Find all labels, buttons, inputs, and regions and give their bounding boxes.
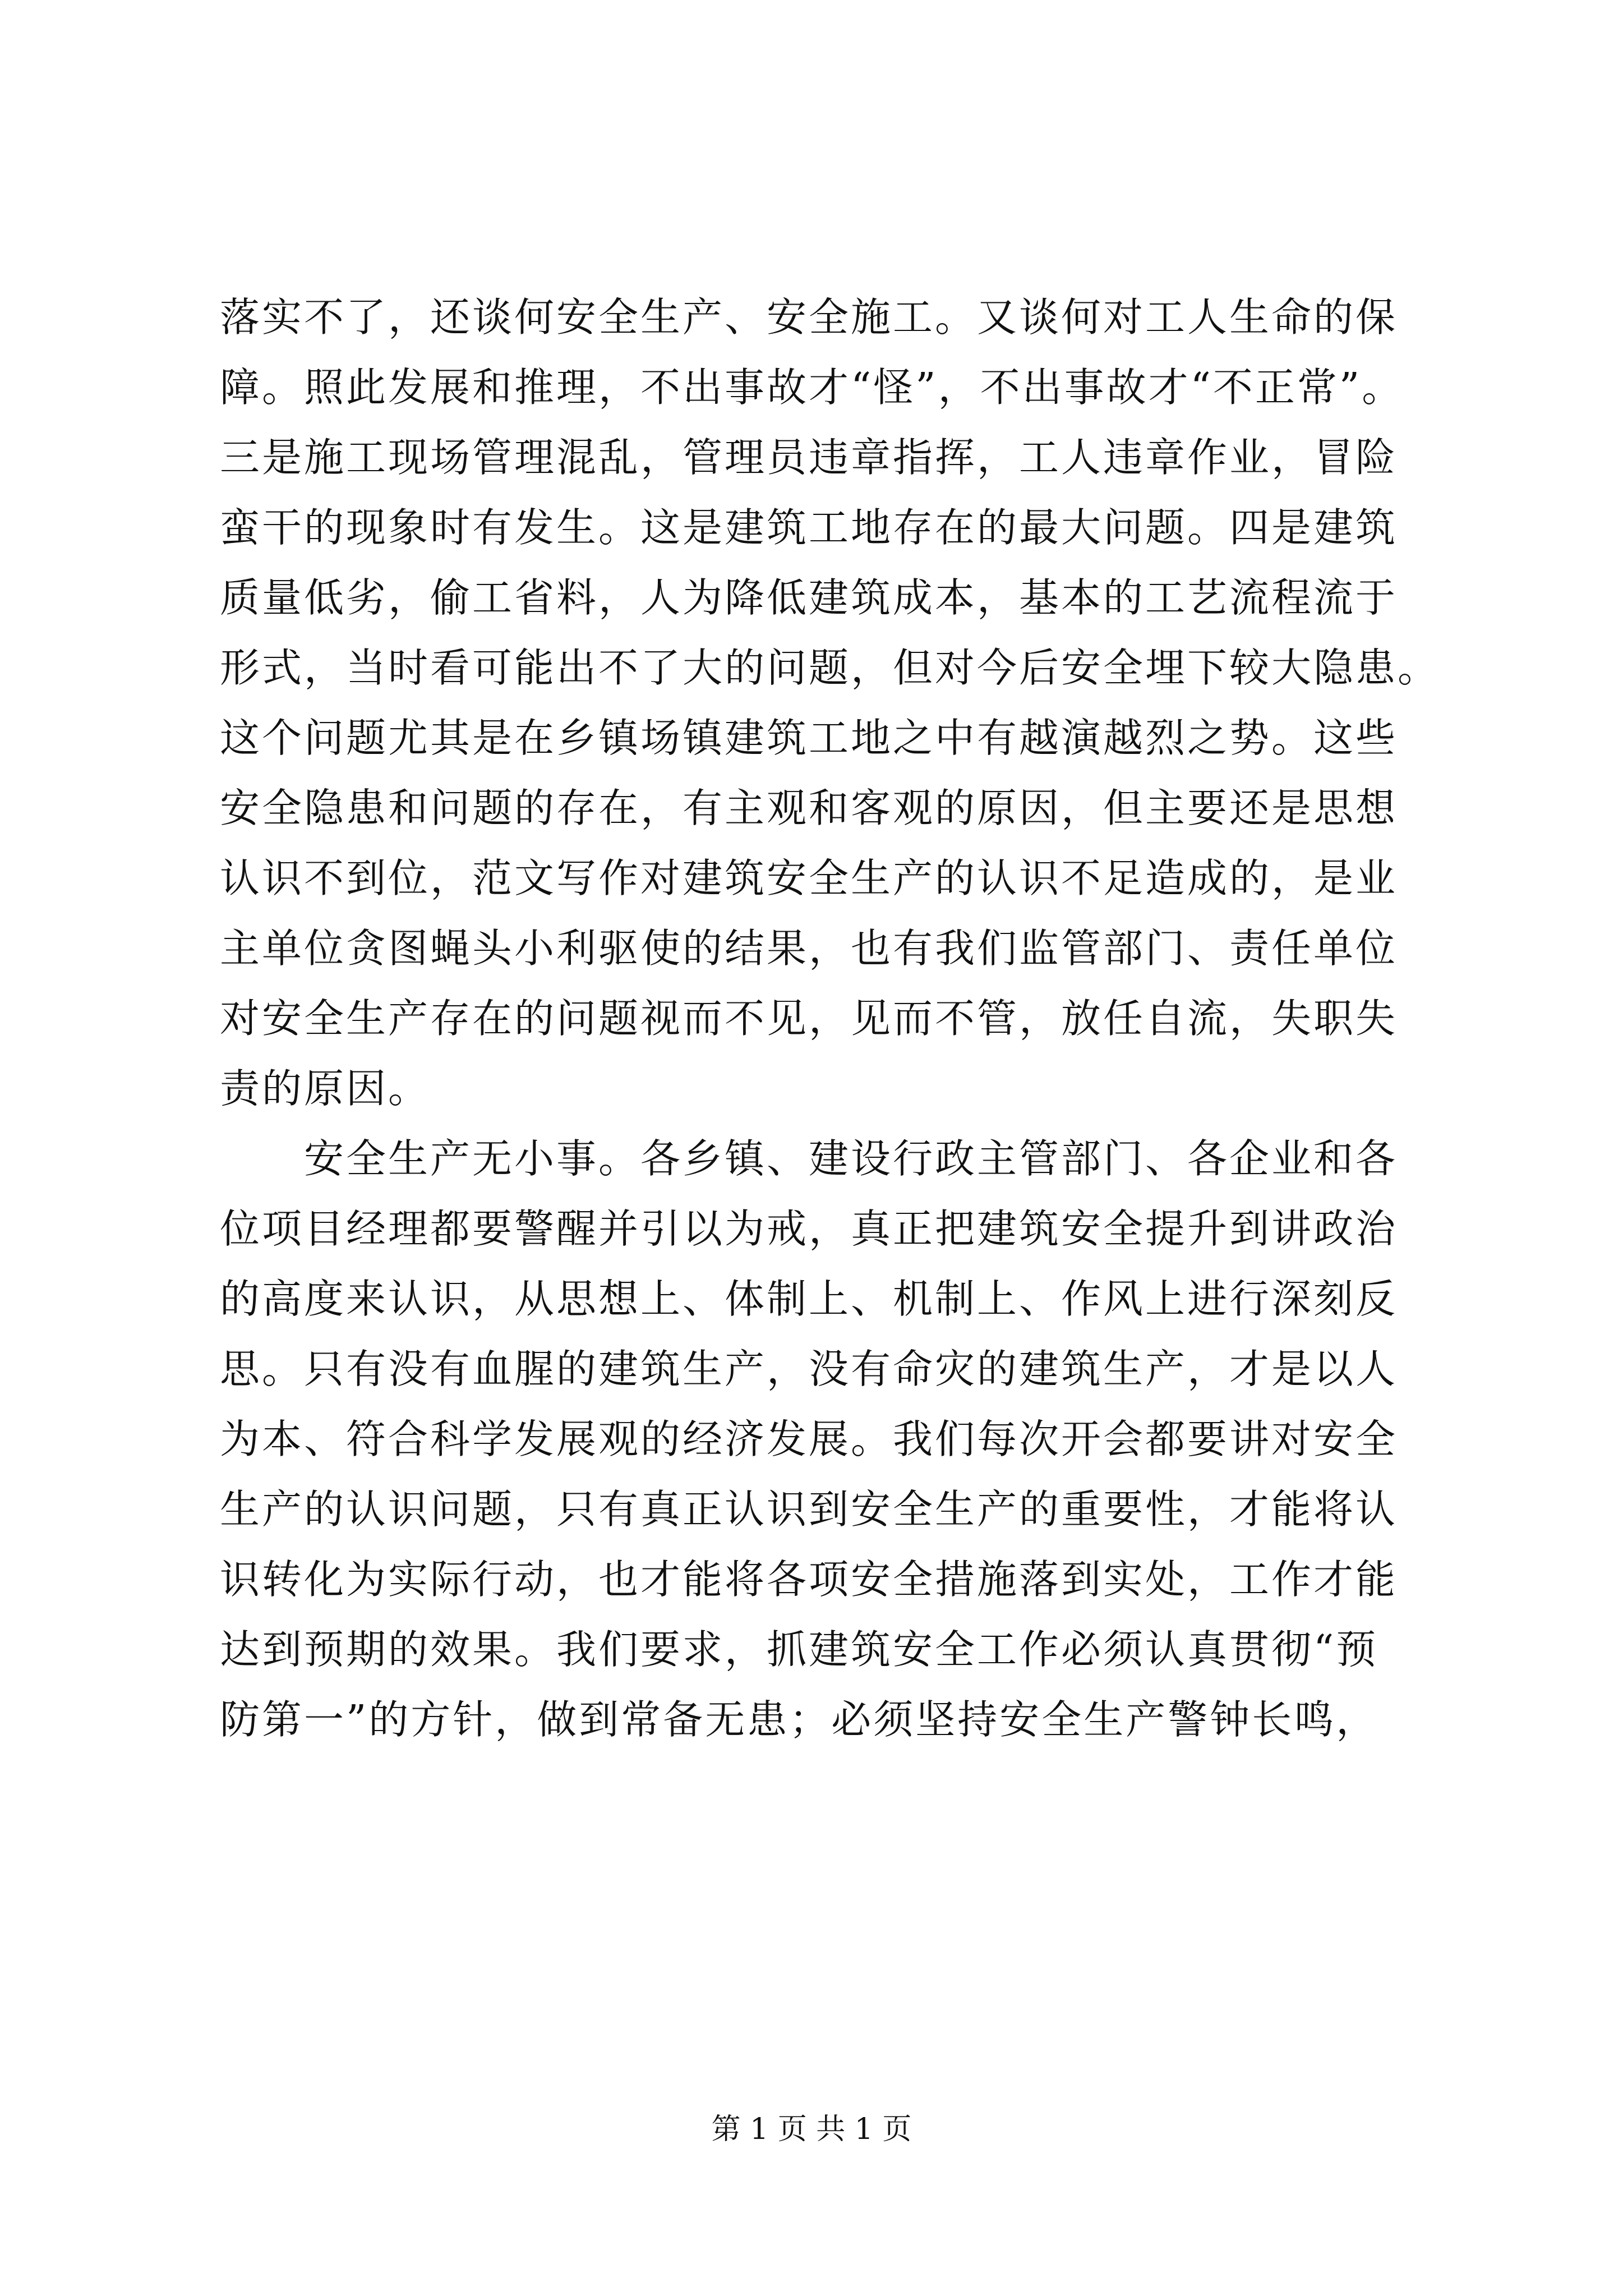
text-line: 主单位贪图蝇头小利驱使的结果，也有我们监管部门、责任单位 (220, 925, 1398, 972)
text-line: 为本、符合科学发展观的经济发展。我们每次开会都要讲对安全 (220, 1416, 1398, 1462)
text-line: 的高度来认识，从思想上、体制上、机制上、作风上进行深刻反 (220, 1276, 1398, 1322)
text-line: 认识不到位，范文写作对建筑安全生产的认识不足造成的，是业 (220, 855, 1398, 901)
text-line: 质量低劣，偷工省料，人为降低建筑成本，基本的工艺流程流于 (220, 574, 1398, 621)
page-number-footer: 第 1 页 共 1 页 (711, 2113, 912, 2146)
text-line: 生产的认识问题，只有真正认识到安全生产的重要性，才能将认 (220, 1486, 1398, 1533)
text-line: 障。照此发展和推理，不出事故才“怪”，不出事故才“不正常”。 (220, 364, 1404, 411)
text-line: 形式，当时看可能出不了大的问题，但对今后安全埋下较大隐患。 (220, 645, 1440, 691)
text-line: 对安全生产存在的问题视而不见，见而不管，放任自流，失职失 (220, 995, 1398, 1042)
text-line: 这个问题尤其是在乡镇场镇建筑工地之中有越演越烈之势。这些 (220, 715, 1398, 761)
text-line: 蛮干的现象时有发生。这是建筑工地存在的最大问题。四是建筑 (220, 504, 1398, 551)
text-line: 落实不了，还谈何安全生产、安全施工。又谈何对工人生命的保 (220, 294, 1398, 341)
paragraph-start-line: 安全生产无小事。各乡镇、建设行政主管部门、各企业和各 (304, 1135, 1398, 1182)
text-line: 达到预期的效果。我们要求，抓建筑安全工作必须认真贯彻“预 (220, 1626, 1378, 1673)
document-body (220, 294, 1440, 1770)
text-line: 三是施工现场管理混乱，管理员违章指挥，工人违章作业，冒险 (220, 434, 1398, 481)
text-line: 位项目经理都要警醒并引以为戒，真正把建筑安全提升到讲政治 (220, 1205, 1398, 1252)
text-line: 安全隐患和问题的存在，有主观和客观的原因，但主要还是思想 (220, 785, 1398, 831)
text-line: 责的原因。 (220, 1065, 431, 1112)
text-line: 识转化为实际行动，也才能将各项安全措施落到实处，工作才能 (220, 1556, 1398, 1603)
text-line: 思。只有没有血腥的建筑生产，没有命灾的建筑生产，才是以人 (220, 1346, 1398, 1392)
text-line: 防第一”的方针，做到常备无患；必须坚持安全生产警钟长鸣， (220, 1696, 1378, 1743)
